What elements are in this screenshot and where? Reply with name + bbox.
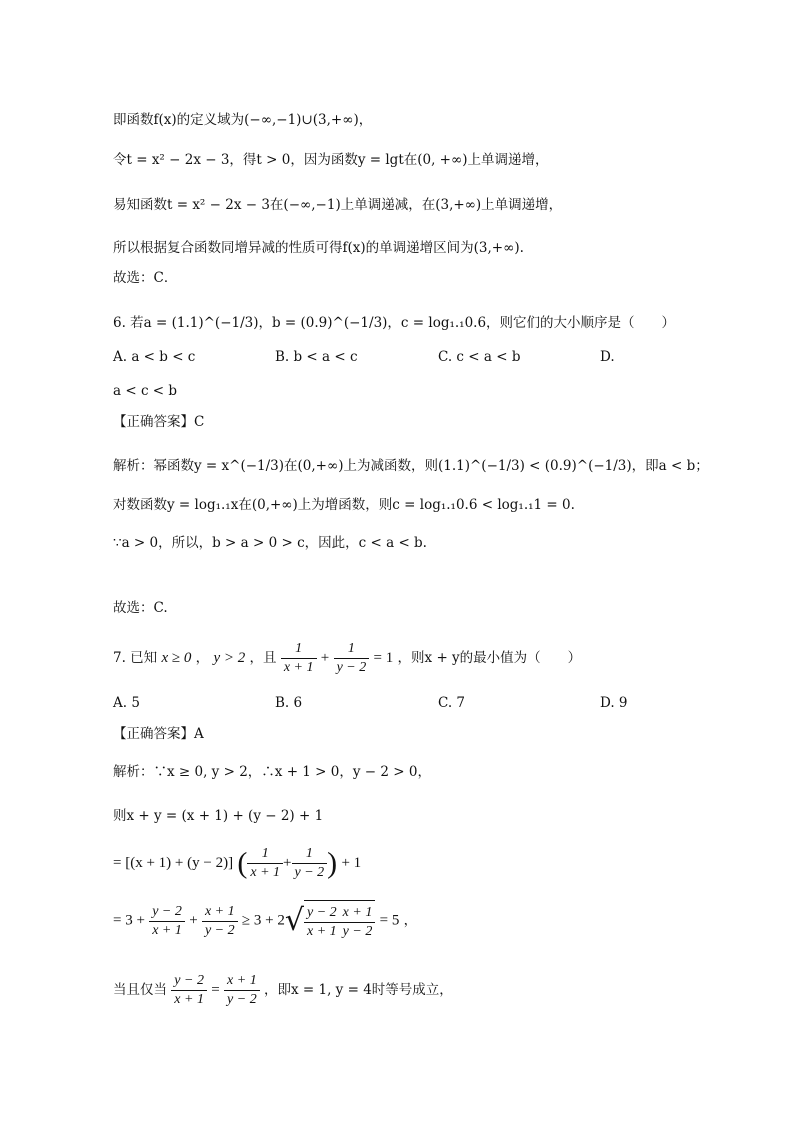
q7-suffix: ，则x + y的最小值为（ ） xyxy=(397,650,582,666)
paren-close: ) xyxy=(327,846,338,880)
comma: ， xyxy=(403,912,418,929)
plus-sign: + xyxy=(189,912,198,929)
fraction: $\frac{x + 1}{y - 2}$ xyxy=(202,903,238,940)
q7-and: ，且 xyxy=(249,650,277,666)
explanation-line: 解析：幂函数y = x^(−1/3)在(0,+∞)上为减函数，则(1.1)^(−1/3) < (0.9)^(−1/3)，即a < b； xyxy=(113,458,709,474)
q7-condition-y: y > 2 xyxy=(213,650,246,666)
equals-sign: = xyxy=(211,982,220,998)
q7-condition-x: x ≥ 0 xyxy=(161,650,192,666)
explanation-line: ∵a > 0，所以，b > a > 0 > c，因此，c < a < b. xyxy=(113,535,427,551)
fraction: $\frac{1}{x + 1}$ xyxy=(281,640,317,677)
option-d: D. 9 xyxy=(600,695,628,711)
text-line: 易知函数t = x² − 2x − 3在(−∞,−1)上单调递减，在(3,+∞)上单调递增， xyxy=(113,197,563,213)
q7-prefix: 7. 已知 xyxy=(113,650,158,666)
plus-sign: + xyxy=(320,650,330,666)
fraction: $\frac{x + 1}{y - 2}$ xyxy=(224,972,260,1009)
option-c: C. c < a < b xyxy=(438,349,521,365)
text-line: 故选：C． xyxy=(113,270,178,286)
answer-7: 【正确答案】A xyxy=(113,726,204,742)
option-c: C. 7 xyxy=(438,695,466,711)
plus-sign: + xyxy=(283,855,292,871)
math-text: = 3 + xyxy=(113,912,145,929)
question-7 xyxy=(113,640,581,677)
fraction: $\frac{1}{y - 2}$ xyxy=(292,845,328,882)
fraction: $\frac{1}{y - 2}$ xyxy=(334,640,370,677)
radical-sign: √ xyxy=(284,903,304,938)
question-6: 6. 若a = (1.1)^(−1/3)，b = (0.9)^(−1/3)，c = log₁.₁0.6，则它们的大小顺序是（ ） xyxy=(113,315,676,331)
answer-6: 【正确答案】C xyxy=(113,414,205,430)
comma: ， xyxy=(195,650,210,666)
explanation-line: 故选：C. xyxy=(113,600,168,616)
fraction: $\frac{y - 2}{x + 1}$ xyxy=(171,972,207,1009)
explanation-line xyxy=(113,900,417,942)
fraction: $\frac{x + 1}{y - 2}$ xyxy=(340,904,376,941)
fraction: $\frac{y - 2}{x + 1}$ xyxy=(149,903,185,940)
option-a: A. 5 xyxy=(113,695,140,711)
option-d: D. xyxy=(600,349,615,365)
text: 当且仅当 xyxy=(113,982,167,998)
option-a: A. a < b < c xyxy=(113,349,196,365)
explanation-line xyxy=(113,968,453,1012)
explanation-line: 解析：∵x ≥ 0, y > 2，∴x + 1 > 0，y − 2 > 0， xyxy=(113,764,431,780)
explanation-line: 则x + y = (x + 1) + (y − 2) + 1 xyxy=(113,808,324,824)
math-text: = [(x + 1) + (y − 2)] xyxy=(113,855,234,871)
q7-equation-rhs: = 1 xyxy=(373,650,394,666)
paren-open: ( xyxy=(237,846,248,880)
option-b: B. 6 xyxy=(275,695,303,711)
fraction: $\frac{y - 2}{x + 1}$ xyxy=(304,904,340,941)
fraction: $\frac{1}{x + 1}$ xyxy=(247,845,283,882)
square-root xyxy=(304,900,375,942)
option-d-text: a < c < b xyxy=(113,383,178,399)
math-text: + 1 xyxy=(341,855,362,871)
math-text: ≥ 3 + 2 xyxy=(241,912,285,929)
text-line: 令t = x² − 2x − 3，得t > 0，因为函数y = lgt在(0, +∞)上单调递增， xyxy=(113,152,549,168)
option-b: B. b < a < c xyxy=(275,349,358,365)
text-line: 即函数f(x)的定义域为(−∞,−1)∪(3,+∞)， xyxy=(113,112,373,128)
explanation-line xyxy=(113,843,361,884)
explanation-line: 对数函数y = log₁.₁x在(0,+∞)上为增函数，则c = log₁.₁0.6 < log₁.₁1 = 0. xyxy=(113,497,575,513)
text: ，即x = 1, y = 4时等号成立， xyxy=(264,982,453,998)
text-line: 所以根据复合函数同增异减的性质可得f(x)的单调递增区间为(3,+∞). xyxy=(113,240,524,256)
math-text: = 5 xyxy=(379,912,400,929)
